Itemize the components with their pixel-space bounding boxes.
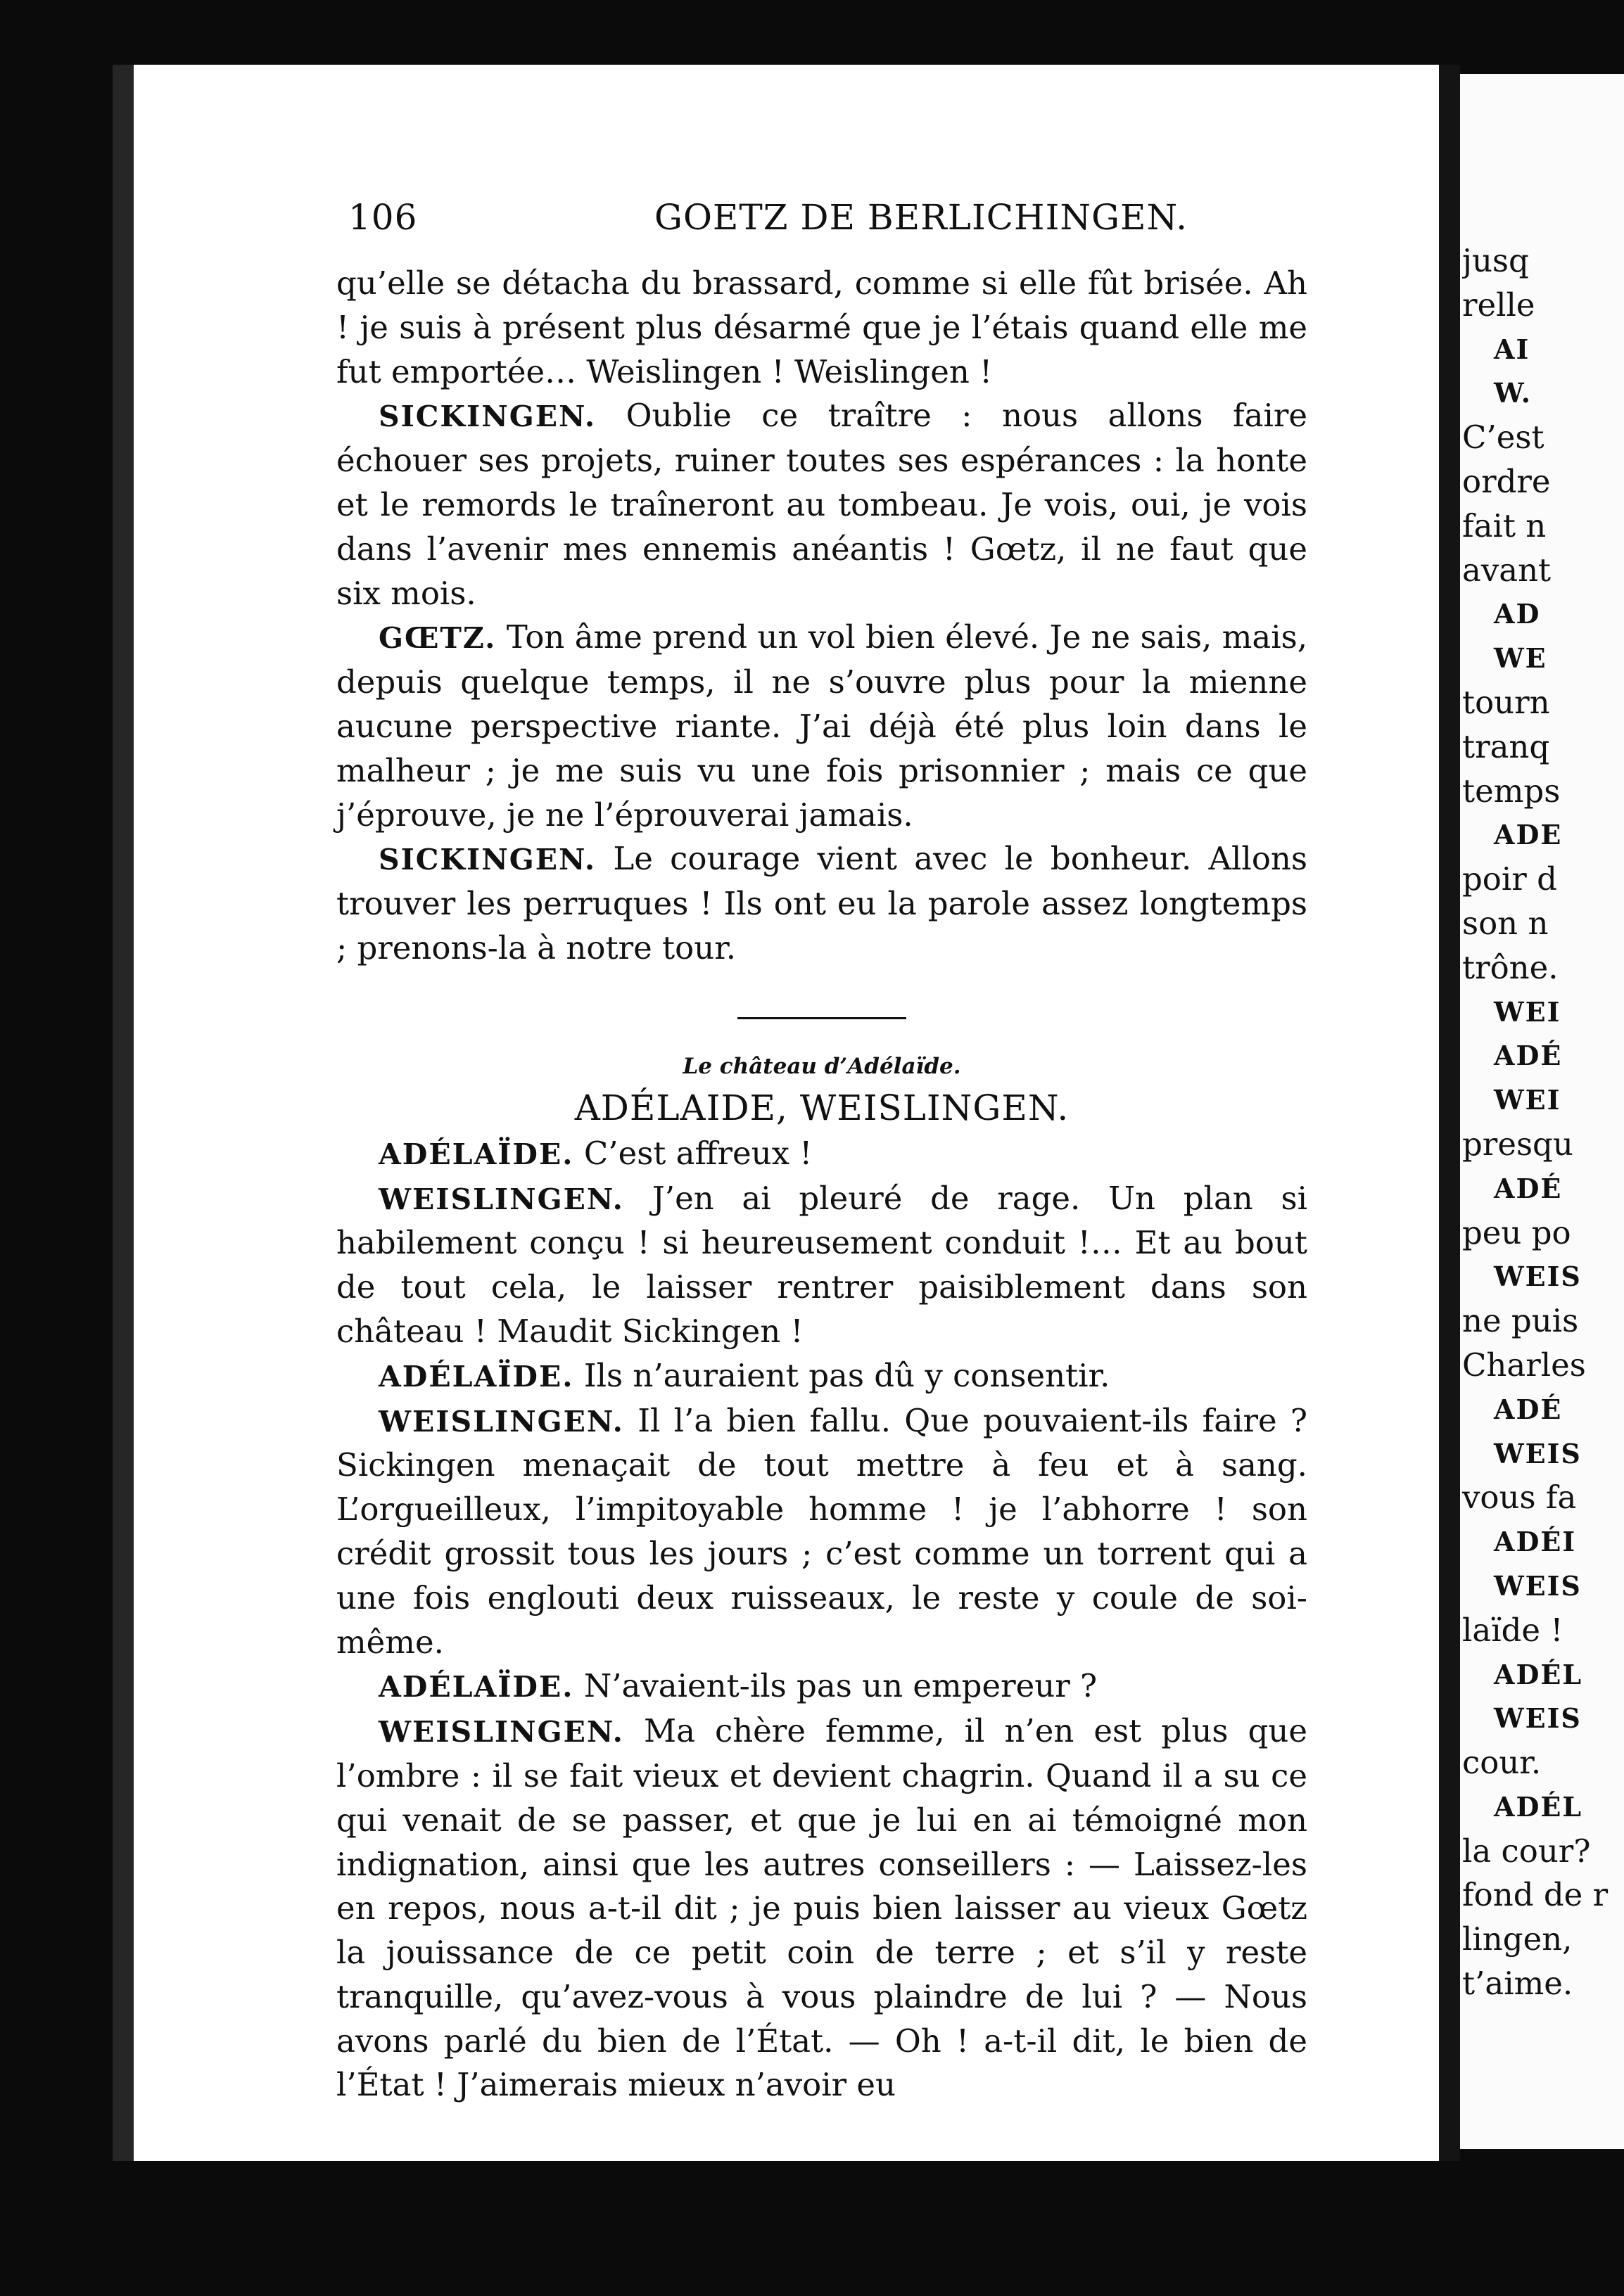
- speech-text: Il l’a bien fallu. Que pouvaient-ils faire ? Sickingen menaçait de tout mettre à feu et à sang. L’orgueilleux, l’impitoyable homme ! je l’abhorre ! son crédit grossit tous les jours ; c’est comme un torrent qui a une fois englouti deux ruisseaux, le reste y coule de soi-même.: [336, 1401, 1308, 1661]
- speech: [336, 1399, 1307, 1665]
- speech-text: N’avaient-ils pas un empereur ?: [583, 1667, 1098, 1705]
- facing-page-line: WEIS: [1494, 1702, 1582, 1735]
- facing-page-line: son n: [1462, 904, 1549, 942]
- facing-page-line: ADÉ: [1494, 1172, 1563, 1204]
- facing-page-line: tourn: [1462, 683, 1550, 721]
- speech-text: Ils n’auraient pas dû y consentir.: [583, 1356, 1110, 1394]
- speech-text: Ton âme prend un vol bien élevé. Je ne sais, mais, depuis quelque temps, il ne s’ouvre plus pour la mienne aucune perspective riante. J’ai déjà été plus loin dans le malheur ; je me suis vu une fois prisonnier ; mais ce que j’éprouve, je ne l’éprouverai jamais.: [336, 618, 1308, 834]
- book-gutter: [1439, 65, 1460, 2161]
- speech: [336, 1132, 1307, 1177]
- speaker-name: WEISLINGEN.: [379, 1182, 624, 1216]
- facing-page-line: fait n: [1462, 506, 1547, 544]
- speech: [336, 837, 1307, 970]
- facing-page-line: AD: [1494, 598, 1541, 630]
- speaker-name: ADÉLAÏDE.: [379, 1359, 574, 1393]
- facing-page-line: WEIS: [1494, 1261, 1582, 1293]
- facing-page-line: lingen,: [1462, 1920, 1573, 1958]
- speech: [336, 394, 1307, 616]
- paragraph-text: qu’elle se détacha du brassard, comme si elle fût brisée. Ah ! je suis à présent plus désarmé que je l’étais quand elle me fut emportée… Weislingen ! Weislingen !: [336, 264, 1307, 390]
- facing-page-line: WEI: [1494, 995, 1561, 1028]
- facing-page-line: ne puis: [1462, 1302, 1579, 1340]
- speech-text: C’est affreux !: [583, 1134, 813, 1172]
- facing-page-line: ordre: [1462, 462, 1551, 500]
- speaker-name: SICKINGEN.: [379, 400, 597, 434]
- facing-page-line: WEIS: [1494, 1437, 1582, 1469]
- body-text: [336, 262, 1307, 2107]
- facing-page-line: jusq: [1462, 242, 1529, 279]
- page-number: 106: [348, 197, 418, 238]
- facing-page-line: ADÉL: [1494, 1658, 1583, 1690]
- facing-page-line: poir d: [1462, 860, 1557, 898]
- speech: [336, 1664, 1307, 1709]
- facing-page-line: trône.: [1462, 948, 1559, 986]
- facing-page-line: relle: [1462, 286, 1535, 324]
- facing-page-line: la cour?: [1462, 1832, 1591, 1870]
- scan-edge-shadow: [113, 65, 134, 2161]
- facing-page-line: ADÉ: [1494, 1393, 1563, 1425]
- speech-text: Le courage vient avec le bonheur. Allons trouver les perruques ! Ils ont eu la parole assez longtemps ; prenons-la à notre tour.: [336, 840, 1307, 967]
- facing-page-line: ADE: [1494, 819, 1563, 851]
- facing-page-line: ADÉL: [1494, 1790, 1583, 1823]
- speech: [336, 1177, 1307, 1354]
- facing-page-line: WEIS: [1494, 1569, 1582, 1602]
- speaker-name: GŒTZ.: [379, 621, 497, 656]
- facing-page-line: ADÉ: [1494, 1040, 1563, 1072]
- section-divider: [737, 1017, 906, 1019]
- speaker-name: SICKINGEN.: [379, 843, 597, 877]
- facing-page-line: ADÉI: [1494, 1526, 1577, 1558]
- facing-page-line: cour.: [1462, 1744, 1542, 1782]
- facing-page-line: WE: [1494, 642, 1547, 675]
- facing-page-line: tranq: [1462, 727, 1550, 765]
- facing-page-line: t’aime.: [1462, 1965, 1573, 2003]
- facing-page-line: AI: [1494, 333, 1530, 365]
- speaker-name: WEISLINGEN.: [379, 1404, 624, 1439]
- speech-text: Oublie ce traître : nous allons faire échouer ses projets, ruiner toutes ses espérances : la honte et le remords le traîneront au tombeau. Je vois, oui, je vois dans l’avenir mes ennemis anéantis ! Gœtz, il ne faut que six mois.: [336, 397, 1307, 612]
- facing-page-line: peu po: [1462, 1213, 1571, 1251]
- facing-page-line: laïde !: [1462, 1611, 1563, 1649]
- facing-page-line: Charles: [1462, 1346, 1586, 1384]
- scene-characters: ADÉLAIDE, WEISLINGEN.: [574, 1087, 1070, 1128]
- scene-setting: Le château d’Adélaïde.: [683, 1053, 961, 1079]
- facing-page-line: vous fa: [1462, 1479, 1577, 1517]
- facing-page-text: [1462, 239, 1624, 2006]
- speaker-name: ADÉLAÏDE.: [379, 1137, 574, 1171]
- paragraph: [336, 262, 1307, 394]
- facing-page-line: C’est: [1462, 419, 1544, 457]
- running-title: GOETZ DE BERLICHINGEN.: [654, 197, 1188, 238]
- speech: [336, 616, 1307, 837]
- facing-page-line: W.: [1494, 377, 1532, 409]
- facing-page-line: presqu: [1462, 1125, 1573, 1163]
- facing-page-line: fond de r: [1462, 1876, 1609, 1914]
- speaker-name: WEISLINGEN.: [379, 1715, 624, 1749]
- running-head: [211, 197, 1309, 246]
- speech: [336, 1709, 1307, 2107]
- speech-text: Ma chère femme, il n’en est plus que l’ombre : il se fait vieux et devient chagrin. Quand il a su ce qui venait de se passer, et que je lui en ai témoigné mon indignation, ainsi que les autres conseillers : — Laissez-les en repos, nous a-t-il dit ; je puis bien laisser au vieux Gœtz la jouissance de ce petit coin de terre ; et s’il y reste tranquille, qu’avez-vous à vous plaindre de lui ? — Nous avons parlé du bien de l’État. — Oh ! a-t-il dit, le bien de l’État ! J’aimerais mieux n’avoir eu: [336, 1712, 1307, 2104]
- facing-page-line: WEI: [1494, 1084, 1561, 1116]
- speech-text: J’en ai pleuré de rage. Un plan si habilement conçu ! si heureusement conduit !… Et au bout de tout cela, le laisser rentrer paisiblement dans son château ! Maudit Sickingen !: [336, 1179, 1307, 1350]
- speaker-name: ADÉLAÏDE.: [379, 1670, 574, 1704]
- facing-page-line: avant: [1462, 551, 1552, 589]
- facing-page-line: temps: [1462, 772, 1561, 810]
- speech: [336, 1354, 1307, 1399]
